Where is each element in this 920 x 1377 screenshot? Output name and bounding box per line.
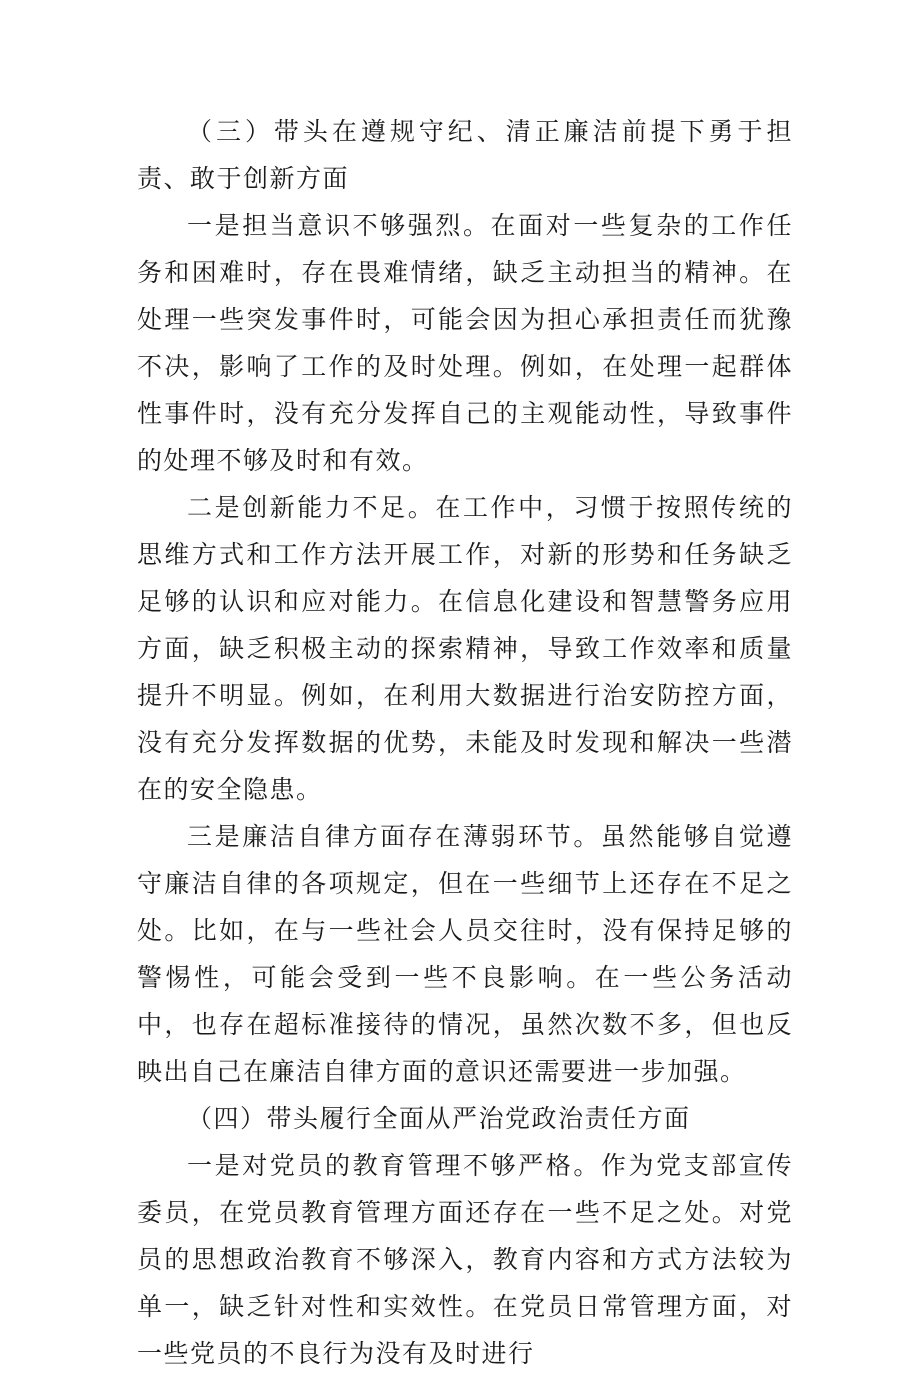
paragraph: 二是创新能力不足。在工作中，习惯于按照传统的思维方式和工作方法开展工作，对新的形势和任务缺乏足够的认识和应对能力。在信息化建设和智慧警务应用方面，缺乏积极主动的探索精神，导致工作效率和质量提升不明显。例如，在利用大数据进行治安防控方面，没有充分发挥数据的优势，未能及时发现和解决一些潜在的安全隐患。 [137, 493, 793, 804]
paragraph: 三是廉洁自律方面存在薄弱环节。虽然能够自觉遵守廉洁自律的各项规定，但在一些细节上还存在不足之处。比如，在与一些社会人员交往时，没有保持足够的警惕性，可能会受到一些不良影响。在一些公务活动中，也存在超标准接待的情况，虽然次数不多，但也反映出自己在廉洁自律方面的意识还需要进一步加强。 [137, 822, 793, 1086]
paragraph: 一是对党员的教育管理不够严格。作为党支部宣传委员，在党员教育管理方面还存在一些不足之处。对党员的思想政治教育不够深入，教育内容和方式方法较为单一，缺乏针对性和实效性。在党员日常管理方面，对一些党员的不良行为没有及时进行 [137, 1151, 793, 1368]
section-heading-3: （三）带头在遵规守纪、清正廉洁前提下勇于担责、敢于创新方面 [137, 117, 793, 193]
document-body [137, 108, 793, 1377]
paragraph: 一是担当意识不够强烈。在面对一些复杂的工作任务和困难时，存在畏难情绪，缺乏主动担当的精神。在处理一些突发事件时，可能会因为担心承担责任而犹豫不决，影响了工作的及时处理。例如，在处理一起群体性事件时，没有充分发挥自己的主观能动性，导致事件的处理不够及时和有效。 [137, 211, 793, 475]
section-heading-4: （四）带头履行全面从严治党政治责任方面 [187, 1104, 691, 1133]
